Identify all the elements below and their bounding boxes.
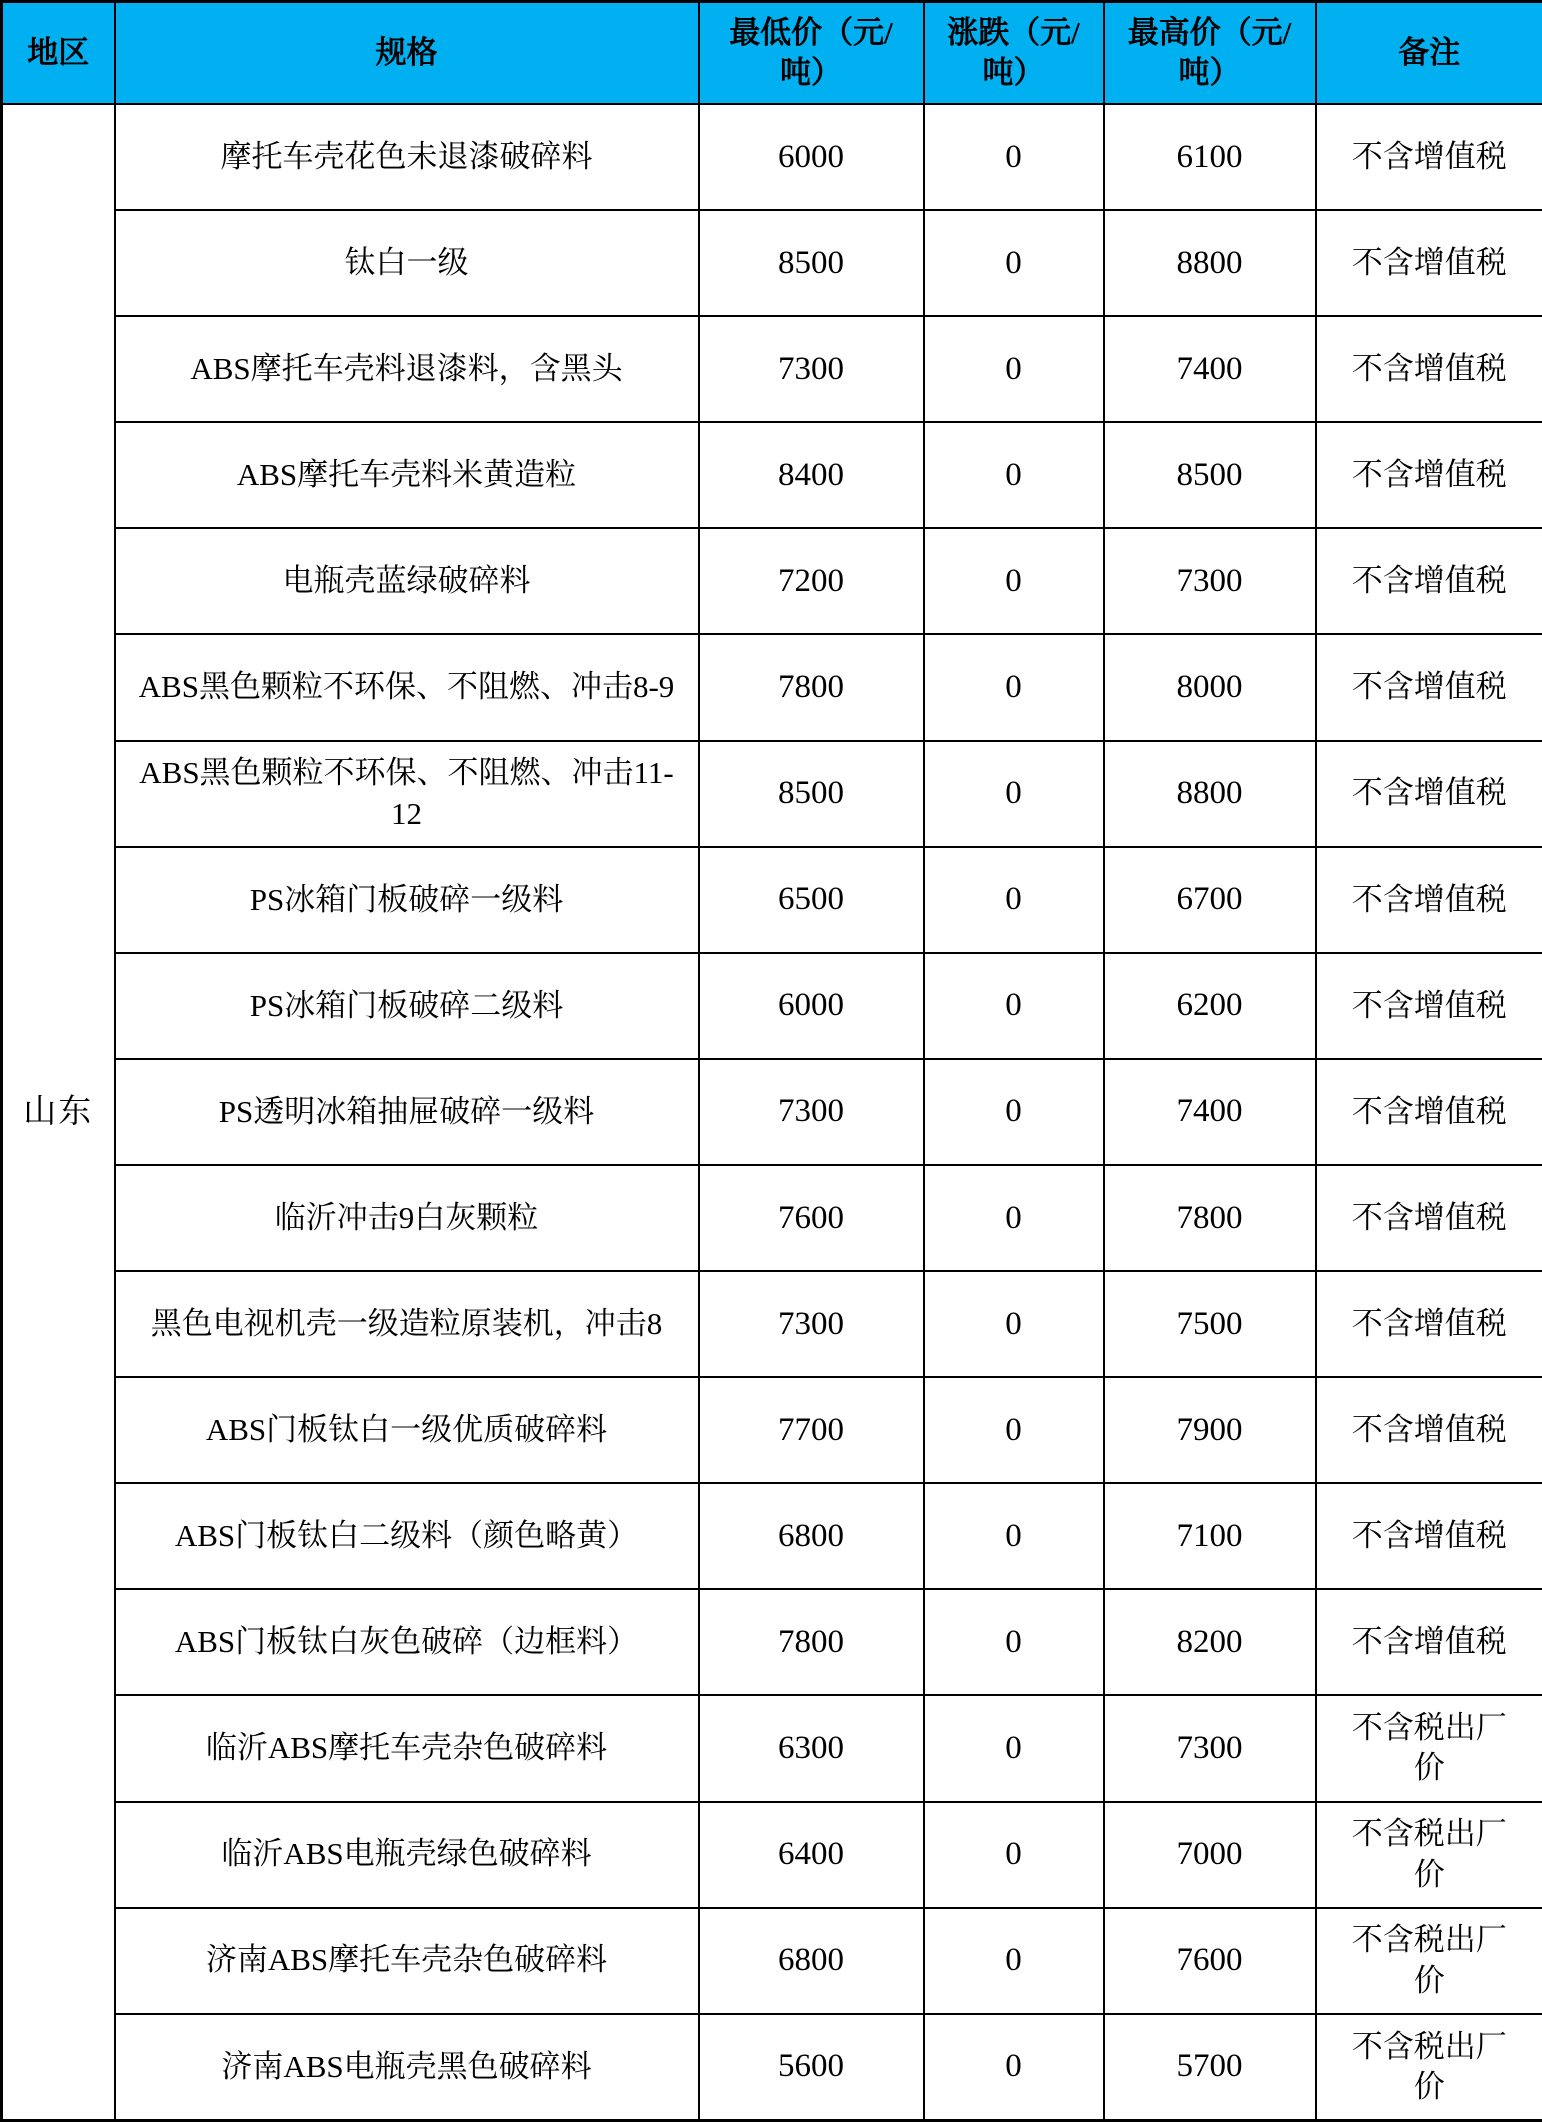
min-price-cell: 7200 [699,528,924,634]
spec-cell: ABS摩托车壳料退漆料，含黑头 [115,316,699,422]
remark-cell: 不含增值税 [1316,1059,1542,1165]
remark-cell: 不含增值税 [1316,1271,1542,1377]
remark-cell: 不含增值税 [1316,1377,1542,1483]
max-price-cell: 8800 [1104,210,1316,316]
remark-cell: 不含税出厂价 [1316,1802,1542,1908]
max-price-cell: 7800 [1104,1165,1316,1271]
table-row [2,1271,1542,1377]
remark-cell: 不含增值税 [1316,1165,1542,1271]
table-row [2,1908,1542,2014]
max-price-cell: 7400 [1104,316,1316,422]
table-row [2,2014,1542,2121]
spec-cell: ABS黑色颗粒不环保、不阻燃、冲击11-12 [115,741,699,847]
change-cell: 0 [924,1165,1104,1271]
min-price-cell: 7800 [699,634,924,740]
max-price-cell: 7100 [1104,1483,1316,1589]
remark-cell: 不含增值税 [1316,847,1542,953]
header-remark: 备注 [1316,2,1542,105]
change-cell: 0 [924,1377,1104,1483]
remark-cell: 不含税出厂价 [1316,1695,1542,1801]
min-price-cell: 7300 [699,1059,924,1165]
max-price-cell: 7400 [1104,1059,1316,1165]
change-cell: 0 [924,2014,1104,2121]
header-spec: 规格 [115,2,699,105]
remark-cell: 不含税出厂价 [1316,1908,1542,2014]
remark-cell: 不含增值税 [1316,1483,1542,1589]
remark-cell: 不含增值税 [1316,634,1542,740]
min-price-cell: 7700 [699,1377,924,1483]
change-cell: 0 [924,1695,1104,1801]
spec-cell: ABS摩托车壳料米黄造粒 [115,422,699,528]
max-price-cell: 7000 [1104,1802,1316,1908]
min-price-cell: 6300 [699,1695,924,1801]
table-row [2,210,1542,316]
table-row [2,847,1542,953]
remark-cell: 不含增值税 [1316,1589,1542,1695]
change-cell: 0 [924,1271,1104,1377]
table-row [2,1165,1542,1271]
table-row [2,741,1542,847]
remark-cell: 不含税出厂价 [1316,2014,1542,2121]
remark-cell: 不含增值税 [1316,316,1542,422]
min-price-cell: 6000 [699,104,924,210]
min-price-cell: 7600 [699,1165,924,1271]
remark-cell: 不含增值税 [1316,210,1542,316]
remark-cell: 不含增值税 [1316,104,1542,210]
remark-cell: 不含增值税 [1316,953,1542,1059]
header-region: 地区 [2,2,115,105]
spec-cell: ABS门板钛白一级优质破碎料 [115,1377,699,1483]
max-price-cell: 7900 [1104,1377,1316,1483]
spec-cell: PS冰箱门板破碎二级料 [115,953,699,1059]
table-row [2,1802,1542,1908]
header-row [2,2,1542,105]
spec-cell: PS透明冰箱抽屉破碎一级料 [115,1059,699,1165]
max-price-cell: 8000 [1104,634,1316,740]
change-cell: 0 [924,741,1104,847]
min-price-cell: 7300 [699,1271,924,1377]
max-price-cell: 7300 [1104,1695,1316,1801]
change-cell: 0 [924,422,1104,528]
table-row [2,1695,1542,1801]
max-price-cell: 7600 [1104,1908,1316,2014]
change-cell: 0 [924,210,1104,316]
change-cell: 0 [924,953,1104,1059]
table-row [2,1483,1542,1589]
max-price-cell: 8500 [1104,422,1316,528]
min-price-cell: 6800 [699,1483,924,1589]
min-price-cell: 6500 [699,847,924,953]
max-price-cell: 7500 [1104,1271,1316,1377]
min-price-cell: 7800 [699,1589,924,1695]
table-row [2,953,1542,1059]
change-cell: 0 [924,1483,1104,1589]
spec-cell: 临沂冲击9白灰颗粒 [115,1165,699,1271]
remark-cell: 不含增值税 [1316,528,1542,634]
min-price-cell: 5600 [699,2014,924,2121]
change-cell: 0 [924,316,1104,422]
spec-cell: ABS黑色颗粒不环保、不阻燃、冲击8-9 [115,634,699,740]
spec-cell: ABS门板钛白灰色破碎（边框料） [115,1589,699,1695]
spec-cell: ABS门板钛白二级料（颜色略黄） [115,1483,699,1589]
table-row [2,104,1542,210]
change-cell: 0 [924,1589,1104,1695]
table-row [2,422,1542,528]
min-price-cell: 6000 [699,953,924,1059]
spec-cell: 黑色电视机壳一级造粒原装机，冲击8 [115,1271,699,1377]
min-price-cell: 6400 [699,1802,924,1908]
max-price-cell: 7300 [1104,528,1316,634]
min-price-cell: 8500 [699,741,924,847]
min-price-cell: 6800 [699,1908,924,2014]
spec-cell: 临沂ABS摩托车壳杂色破碎料 [115,1695,699,1801]
table-row [2,1059,1542,1165]
min-price-cell: 7300 [699,316,924,422]
max-price-cell: 8800 [1104,741,1316,847]
spec-cell: 摩托车壳花色未退漆破碎料 [115,104,699,210]
spec-cell: PS冰箱门板破碎一级料 [115,847,699,953]
max-price-cell: 5700 [1104,2014,1316,2121]
max-price-cell: 6700 [1104,847,1316,953]
max-price-cell: 8200 [1104,1589,1316,1695]
change-cell: 0 [924,1802,1104,1908]
spec-cell: 济南ABS电瓶壳黑色破碎料 [115,2014,699,2121]
header-change: 涨跌（元/吨） [924,2,1104,105]
change-cell: 0 [924,528,1104,634]
change-cell: 0 [924,847,1104,953]
max-price-cell: 6100 [1104,104,1316,210]
change-cell: 0 [924,1908,1104,2014]
spec-cell: 济南ABS摩托车壳杂色破碎料 [115,1908,699,2014]
table-row [2,1377,1542,1483]
table-row [2,634,1542,740]
change-cell: 0 [924,634,1104,740]
change-cell: 0 [924,104,1104,210]
table-body [2,104,1542,2121]
spec-cell: 临沂ABS电瓶壳绿色破碎料 [115,1802,699,1908]
min-price-cell: 8400 [699,422,924,528]
max-price-cell: 6200 [1104,953,1316,1059]
change-cell: 0 [924,1059,1104,1165]
table-row [2,316,1542,422]
header-max-price: 最高价（元/吨） [1104,2,1316,105]
remark-cell: 不含增值税 [1316,422,1542,528]
header-min-price: 最低价（元/吨） [699,2,924,105]
table-row [2,528,1542,634]
spec-cell: 钛白一级 [115,210,699,316]
region-cell: 山东 [2,104,115,2121]
spec-cell: 电瓶壳蓝绿破碎料 [115,528,699,634]
table-row [2,1589,1542,1695]
min-price-cell: 8500 [699,210,924,316]
remark-cell: 不含增值税 [1316,741,1542,847]
